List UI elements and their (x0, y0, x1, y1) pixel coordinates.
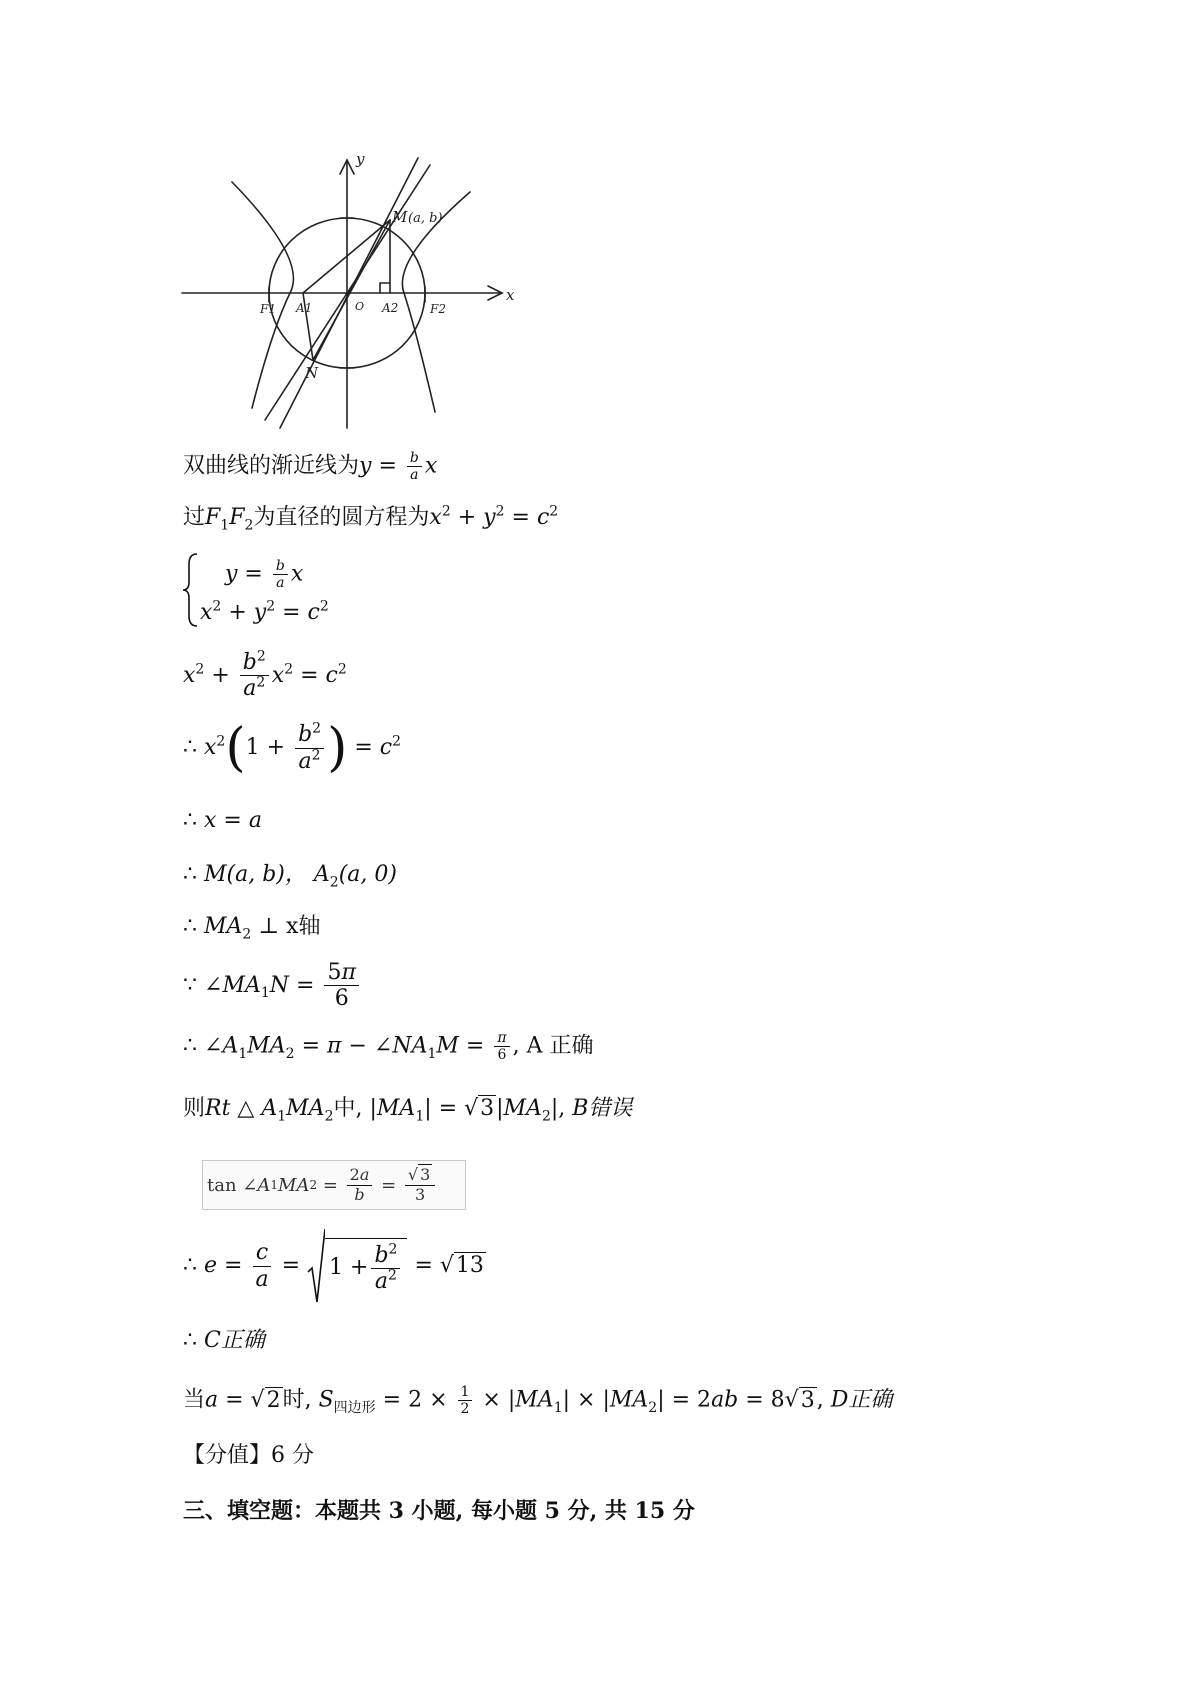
line-perpendicular: ∴ $MA_2$ ⊥ x轴 (183, 914, 321, 943)
label-F1: F1 (260, 302, 276, 316)
score-line: 【分值】6 分 (183, 1443, 314, 1468)
line-area: 当a = √2时, $S_{四边形} = 2$ × $\frac{1}{2}$ × $|MA_1| \times |MA_2| = 2ab = 8√3$, D正确 (183, 1384, 893, 1418)
line-asymptote: 双曲线的渐近线为y = $\frac{b}{a}$ x (183, 450, 438, 484)
label-M-coord: (a, b) (408, 211, 443, 226)
line-angle-A: ∴ $\angle A_1MA_2 = \pi$ − $\angle NA_1M$ = $\frac{\pi}{6}$ , A 正确 (183, 1030, 594, 1064)
line-factored: ∴ $x^2(1$ + $\frac{b^2}{a^2}$ ) = $c^2$ (183, 718, 402, 778)
line-circle-equation: 过$F_1F_2$为直径的圆方程为$x^2 + y^2 = c^2$ (183, 503, 559, 534)
label-M: M (392, 208, 408, 226)
line-right-triangle: 则Rt △ $A_1MA_2$中, $|MA_1| = √3|MA_2|$, B错误 (183, 1096, 633, 1125)
label-y: y (356, 150, 365, 168)
line-C-correct: ∴ C正确 (183, 1328, 265, 1353)
label-A2: A2 (382, 301, 399, 315)
system-brace (181, 552, 201, 628)
diagram-svg (180, 150, 540, 430)
label-x: x (506, 286, 515, 304)
system-line-2: $x^2 + y^2 = c^2$ (200, 598, 329, 625)
sqrt-sign-icon (307, 1228, 325, 1304)
line-x-equals-a: ∴ x = a (183, 808, 262, 833)
line-angle-given: ∵ $\angle MA_1N$ = $\frac{5\pi}{6}$ (183, 960, 362, 1012)
big-sqrt: 1 + $\frac{b^2}{a^2}$ (307, 1228, 407, 1304)
line-substitution: $x^2$ + $\frac{b^2}{a^2}$ $x^2 = c^2$ (183, 648, 347, 702)
line-eccentricity: ∴ e = $\frac{c}{a}$ = 1 + $\frac{b^2}{a^2}$ = √13 (183, 1228, 486, 1304)
label-N: N (305, 364, 319, 382)
label-F2: F2 (430, 302, 446, 316)
hyperbola-circle-diagram (180, 150, 540, 430)
label-A1: A1 (296, 301, 313, 315)
label-O: O (355, 300, 365, 313)
system-line-1: y = $\frac{b}{a}$ x (225, 558, 304, 592)
section-heading: 三、填空题：本题共 3 小题, 每小题 5 分, 共 15 分 (183, 1498, 695, 1524)
tan-equation-box: tan ∠ A 1 MA 2 = $\frac{2a}{b}$ = $\frac{√ 3}{3}$ (202, 1160, 466, 1210)
line-M-A2: ∴ M(a, b)， $A_2(a$, 0) (183, 862, 397, 891)
